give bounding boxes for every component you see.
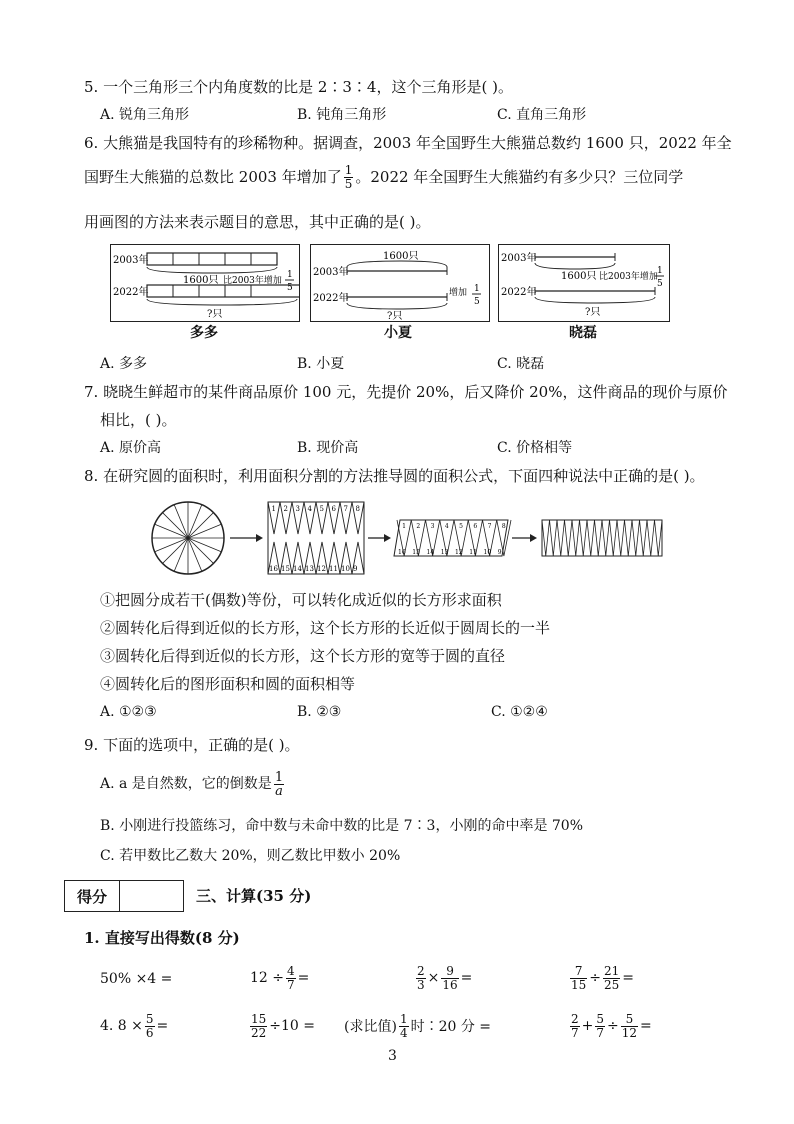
q5-option-c: C. 直角三角形 bbox=[497, 107, 587, 123]
calc-r2c4-f2-d: 7 bbox=[596, 1025, 605, 1040]
q8-strip3-sector bbox=[587, 520, 595, 556]
q7-line1: 7. 晓晓生鲜超市的某件商品原价 100 元，先提价 20%，后又降价 20%，这件商品的现价与原价 bbox=[84, 383, 728, 401]
q8-strip2-bottom-label: 12 bbox=[455, 549, 463, 556]
q7-option-c: C. 价格相等 bbox=[497, 440, 573, 456]
q8-strip2-top-label: 8 bbox=[501, 523, 506, 530]
calc-r2c2-b: ÷10 = bbox=[269, 1018, 316, 1034]
q6-option-a: A. 多多 bbox=[100, 356, 148, 372]
q8-option-b: B. ②③ bbox=[297, 704, 342, 720]
calc-r2c4-b: = bbox=[640, 1018, 652, 1034]
q8-statement-1: ①把圆分成若干(偶数)等份，可以转化成近似的长方形求面积 bbox=[100, 591, 502, 609]
q8-strip3-sector bbox=[655, 520, 663, 556]
calc-r1c1 bbox=[100, 962, 172, 996]
calc-r1c4 bbox=[568, 958, 634, 998]
calc-r2c4-f1-d: 7 bbox=[571, 1025, 579, 1040]
q8-arrow-2-head bbox=[384, 534, 391, 542]
q8-bottom-label: 14 bbox=[293, 565, 302, 573]
fig1-label-2022: 2022年 bbox=[113, 287, 149, 298]
q8-statement-2: ②圆转化后得到近似的长方形，这个长方形的长近似于圆周长的一半 bbox=[100, 619, 551, 637]
calc-r2c3-frac-n: 1 bbox=[399, 1011, 408, 1026]
q8-near-rectangle bbox=[542, 520, 662, 556]
calc-r2c4-frac1 bbox=[570, 1013, 580, 1040]
q8-top-label: 6 bbox=[331, 505, 336, 513]
q8-strip2-top-label: 3 bbox=[430, 523, 435, 530]
q8-bottom-label: 11 bbox=[329, 565, 338, 573]
calc-r2c2-frac-d: 22 bbox=[251, 1025, 267, 1040]
q8-strip2-bottom-label: 15 bbox=[412, 549, 420, 556]
q9-option-b: B. 小刚进行投篮练习，命中数与未命中数的比是 7∶3，小刚的命中率是 70% bbox=[100, 818, 584, 834]
calc-r2c4-op2: ÷ bbox=[607, 1018, 619, 1034]
q8-strip3-sector bbox=[580, 520, 588, 556]
q6-caption-xiaolei: 晓磊 bbox=[569, 325, 597, 341]
q8-strip2-bottom-label: 10 bbox=[483, 549, 492, 556]
calc-r2c4-frac2 bbox=[595, 1013, 605, 1040]
calc-r1c1-text: 50% ×4 = bbox=[100, 971, 173, 987]
q8-bottom-label: 16 bbox=[269, 565, 278, 573]
calc-r2c1-frac bbox=[145, 1013, 155, 1040]
q8-arrow-1-head bbox=[256, 534, 263, 542]
fig2-note: 增加 bbox=[449, 288, 468, 298]
calc-r2c3 bbox=[344, 1006, 491, 1046]
q8-circle-spoke bbox=[163, 513, 188, 538]
q7-option-a: A. 原价高 bbox=[100, 440, 162, 456]
q8-strip3-sector bbox=[565, 520, 573, 556]
score-blank[interactable] bbox=[120, 881, 183, 911]
q8-strip2-bottom-label: 13 bbox=[440, 549, 449, 556]
q6-line3: 用画图的方法来表示题目的意思，其中正确的是( )。 bbox=[84, 213, 431, 231]
q8-arrow-3-head bbox=[530, 534, 537, 542]
q8-strip3-sector bbox=[625, 520, 633, 556]
q9-stem: 9. 下面的选项中，正确的是( )。 bbox=[84, 736, 300, 754]
q5-stem: 5. 一个三角形三个内角度数的比是 2∶3∶4，这个三角形是( )。 bbox=[84, 78, 513, 96]
q6-figure-duoduo-diagram bbox=[111, 245, 299, 321]
q8-statement-4: ④圆转化后的图形面积和圆的面积相等 bbox=[100, 675, 356, 693]
q8-strip2-bottom-label: 11 bbox=[469, 549, 477, 556]
calc-r1c2-frac-n: 4 bbox=[287, 963, 295, 978]
calc-r2c1-b: = bbox=[156, 1018, 169, 1034]
q8-halves-shape bbox=[268, 502, 364, 574]
q8-circle-spoke bbox=[188, 538, 213, 563]
q8-stem: 8. 在研究圆的面积时，利用面积分割的方法推导圆的面积公式，下面四种说法中正确的是( )。 bbox=[84, 467, 705, 485]
calc-r2c1 bbox=[100, 1006, 168, 1046]
q8-circle-spoke bbox=[163, 538, 188, 563]
q8-strip2-top-label: 6 bbox=[473, 523, 478, 530]
section-sub: 1. 直接写出得数(8 分) bbox=[84, 929, 240, 947]
q8-strip3-sector bbox=[550, 520, 558, 556]
q8-strip3-sector bbox=[617, 520, 625, 556]
q8-top-label: 7 bbox=[343, 505, 348, 513]
calc-r1c3-op: × bbox=[427, 970, 440, 986]
q8-bottom-label: 13 bbox=[305, 565, 314, 573]
fig3-frac-n: 1 bbox=[657, 266, 663, 276]
calc-r1c3-f1-n: 2 bbox=[417, 963, 425, 978]
fig1-frac-d: 5 bbox=[287, 283, 293, 293]
q8-strip3-sector bbox=[595, 520, 603, 556]
fig2-frac-d: 5 bbox=[474, 297, 480, 307]
q9-frac-den: a bbox=[275, 783, 283, 799]
q8-circle-spoke bbox=[188, 513, 213, 538]
fig2-frac-n: 1 bbox=[474, 284, 480, 294]
q8-option-c: C. ①②④ bbox=[491, 704, 548, 720]
calc-r1c3-f1-d: 3 bbox=[417, 977, 425, 992]
q8-top-label: 5 bbox=[319, 505, 324, 513]
calc-r1c4-op: ÷ bbox=[589, 970, 602, 986]
q8-top-label: 1 bbox=[271, 505, 276, 513]
q8-bottom-label: 9 bbox=[353, 565, 358, 573]
q6-figure-xiaoxia bbox=[310, 244, 490, 322]
q8-top-label: 4 bbox=[307, 505, 312, 513]
q6-line2-text-b: 。2022 年全国野生大熊猫约有多少只？三位同学 bbox=[355, 168, 684, 186]
calc-r1c4-f1-n: 7 bbox=[570, 965, 587, 979]
fig1-count: 1600只 bbox=[183, 275, 219, 286]
q6-option-b: B. 小夏 bbox=[297, 356, 345, 372]
calc-r2c4-f3-n: 5 bbox=[621, 1013, 638, 1027]
q9-option-a bbox=[100, 766, 286, 802]
q8-top-label: 2 bbox=[283, 505, 288, 513]
calc-r2c4-op1: + bbox=[581, 1018, 594, 1034]
calc-r1c2-frac-d: 7 bbox=[287, 977, 295, 992]
q6-option-c: C. 晓磊 bbox=[497, 356, 545, 372]
calc-r2c2 bbox=[248, 1006, 315, 1046]
q9-frac-num: 1 bbox=[274, 769, 284, 785]
fig3-count: 1600只 bbox=[561, 271, 597, 282]
fig2-unknown: ?只 bbox=[387, 311, 403, 321]
calc-r1c3-frac2 bbox=[441, 965, 458, 992]
q8-strip2-top-label: 1 bbox=[402, 523, 406, 530]
calc-r1c4-f2-d: 25 bbox=[604, 977, 620, 992]
calc-r1c3-frac1 bbox=[416, 965, 426, 992]
calc-r1c4-f2-n: 21 bbox=[604, 963, 620, 978]
calc-r2c1-frac-n: 5 bbox=[145, 1011, 154, 1026]
q9-option-c: C. 若甲数比乙数大 20%，则乙数比甲数小 20% bbox=[100, 848, 401, 864]
q8-bottom-label: 10 bbox=[341, 565, 350, 573]
q5-option-b: B. 钝角三角形 bbox=[297, 107, 387, 123]
calc-r2c3-frac-d: 4 bbox=[399, 1025, 408, 1040]
calc-r2c3-frac bbox=[399, 1013, 409, 1040]
page-number: 3 bbox=[388, 1048, 397, 1064]
q8-strip2-bottom-label: 9 bbox=[497, 549, 502, 556]
calc-r1c4-frac2 bbox=[603, 965, 620, 992]
calc-r2c1-frac-d: 6 bbox=[145, 1025, 154, 1040]
fig3-frac-d: 5 bbox=[657, 279, 663, 289]
q8-strip3-sector bbox=[610, 520, 618, 556]
calc-r2c3-b: 时∶20 分 = bbox=[410, 1019, 492, 1035]
q9-option-a-text: A. a 是自然数，它的倒数是 bbox=[100, 776, 272, 792]
q8-strip2-top-label: 7 bbox=[487, 523, 492, 530]
q8-strip2-bottom-label: 16 bbox=[398, 549, 406, 556]
q7-option-b: B. 现价高 bbox=[297, 440, 359, 456]
q8-strip3-sector bbox=[557, 520, 565, 556]
calc-r1c3-b: = bbox=[460, 970, 473, 986]
score-label: 得分 bbox=[65, 881, 120, 911]
fig1-frac-n: 1 bbox=[287, 270, 293, 280]
q9-option-a-fraction bbox=[274, 771, 284, 798]
q8-option-a: A. ①②③ bbox=[100, 704, 157, 720]
q6-figure-xiaoxia-diagram bbox=[311, 245, 489, 321]
q8-strip3-sector bbox=[572, 520, 580, 556]
calc-r1c2-b: = bbox=[297, 970, 310, 986]
q8-circle-area-diagram bbox=[150, 494, 670, 584]
q6-figure-xiaolei-diagram bbox=[499, 245, 669, 321]
fig2-label-2003: 2003年 bbox=[313, 267, 349, 278]
q8-strip3-sector bbox=[640, 520, 648, 556]
calc-r1c2 bbox=[250, 958, 309, 998]
q8-strip2-bottom-label: 14 bbox=[426, 549, 435, 556]
fig1-label-2003: 2003年 bbox=[113, 255, 149, 266]
q8-top-label: 3 bbox=[295, 505, 300, 513]
q6-figure-duoduo bbox=[110, 244, 300, 322]
fig2-label-2022: 2022年 bbox=[313, 293, 349, 304]
calc-r1c3 bbox=[414, 958, 472, 998]
calc-r1c3-f2-d: 16 bbox=[442, 977, 458, 992]
calc-r1c2-a: 12 ÷ bbox=[250, 970, 284, 986]
q8-strip2-top-label: 4 bbox=[444, 523, 449, 530]
calc-r2c4-frac3 bbox=[621, 1013, 638, 1040]
fig2-count: 1600只 bbox=[383, 251, 419, 262]
q6-frac-den: 5 bbox=[344, 176, 353, 191]
q8-rearranged-shape bbox=[394, 520, 511, 556]
section-title: 三、计算(35 分) bbox=[196, 887, 312, 905]
fig1-note: 比2003年增加 bbox=[223, 276, 282, 286]
calc-r2c1-a: 4. 8 × bbox=[100, 1018, 143, 1034]
q7-line2: 相比，( )。 bbox=[100, 411, 177, 429]
fig3-label-2022: 2022年 bbox=[501, 287, 537, 298]
calc-r2c4-f1-n: 2 bbox=[571, 1011, 579, 1026]
calc-r2c3-a: (求比值) bbox=[344, 1019, 397, 1035]
q6-line2-text-a: 国野生大熊猫的总数比 2003 年增加了 bbox=[84, 168, 342, 186]
q8-statement-3: ③圆转化后得到近似的长方形，这个长方形的宽等于圆的直径 bbox=[100, 647, 506, 665]
q6-caption-xiaoxia: 小夏 bbox=[384, 325, 412, 341]
calc-r2c4 bbox=[568, 1006, 652, 1046]
fig3-note: 比2003年增加 bbox=[599, 272, 658, 282]
calc-r2c2-frac-n: 15 bbox=[251, 1011, 267, 1026]
score-box bbox=[64, 880, 184, 912]
calc-r1c4-frac1 bbox=[570, 965, 587, 992]
q8-strip3-sector bbox=[647, 520, 655, 556]
fig1-unknown: ?只 bbox=[207, 309, 223, 320]
calc-r2c4-f2-n: 5 bbox=[596, 1011, 605, 1026]
q6-fraction bbox=[344, 164, 354, 191]
fig3-label-2003: 2003年 bbox=[501, 253, 537, 264]
q6-frac-num: 1 bbox=[344, 162, 353, 177]
q8-bottom-label: 12 bbox=[317, 565, 326, 573]
calc-r1c4-f1-d: 15 bbox=[571, 977, 587, 992]
q8-bottom-label: 15 bbox=[281, 565, 290, 573]
calc-r1c4-b: = bbox=[622, 970, 635, 986]
q6-figure-xiaolei bbox=[498, 244, 670, 322]
q8-strip2-top-label: 2 bbox=[416, 523, 421, 530]
calc-r2c4-f3-d: 12 bbox=[621, 1025, 638, 1040]
q8-strip2-top-label: 5 bbox=[459, 523, 463, 530]
calc-r1c3-f2-n: 9 bbox=[441, 965, 458, 979]
q8-top-label: 8 bbox=[355, 505, 360, 513]
calc-r1c2-frac bbox=[286, 965, 296, 992]
calc-r2c2-frac bbox=[250, 1013, 267, 1040]
q8-strip3-sector bbox=[632, 520, 640, 556]
q6-line2 bbox=[84, 160, 683, 194]
q5-option-a: A. 锐角三角形 bbox=[100, 107, 190, 123]
fig3-unknown: ?只 bbox=[585, 307, 601, 318]
q8-strip3-sector bbox=[542, 520, 550, 556]
q6-caption-duoduo: 多多 bbox=[190, 325, 218, 341]
q8-strip3-sector bbox=[602, 520, 610, 556]
q6-line1: 6. 大熊猫是我国特有的珍稀物种。据调查，2003 年全国野生大熊猫总数约 1600 只，2022 年全 bbox=[84, 134, 732, 152]
